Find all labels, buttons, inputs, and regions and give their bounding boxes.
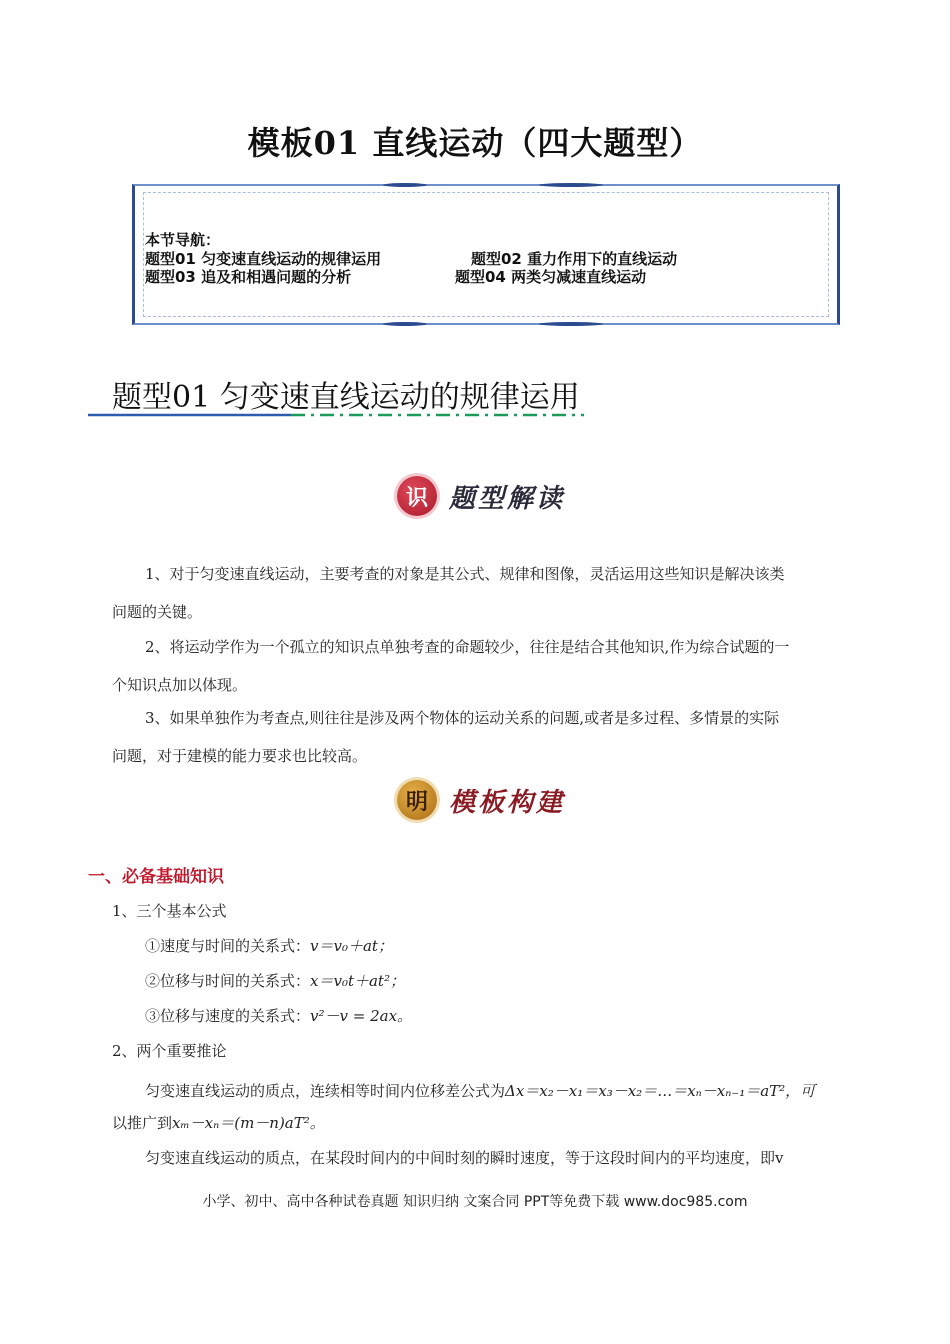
formula-displacement-velocity-label: ③位移与速度的关系式： — [145, 1007, 311, 1025]
inference-1-text: 匀变速直线运动的质点，连续相等时间内位移差公式为 — [145, 1082, 506, 1100]
interpret-para-3-line-2: 问题，对于建模的能力要求也比较高。 — [112, 747, 368, 765]
badge-interpret-circle: 识 — [397, 476, 437, 516]
badge-template-circle: 明 — [397, 780, 437, 820]
nav-item-type02[interactable]: 题型02 重力作用下的直线运动 — [471, 250, 678, 268]
item-three-formulas: 1、三个基本公式 — [112, 902, 227, 920]
section-title: 题型01 匀变速直线运动的规律运用 — [112, 380, 580, 415]
nav-box-top-arc-right — [539, 183, 603, 187]
formula-displacement-time-expr: x＝v₀t＋at²； — [310, 972, 405, 990]
interpret-para-1-line-2: 问题的关键。 — [112, 603, 203, 621]
formula-displacement-velocity — [145, 1005, 412, 1026]
nav-box-bottom-arc-right — [539, 322, 603, 326]
formula-displacement-time — [145, 970, 405, 991]
inference-1-formula: Δx＝x₂－x₁＝x₃－x₂＝…＝xₙ－xₙ₋₁＝aT²，可 — [505, 1082, 816, 1100]
nav-box-top-arc-left — [383, 183, 427, 187]
interpret-para-3-line-1: 3、如果单独作为考查点,则往往是涉及两个物体的运动关系的问题,或者是多过程、多情景的实际 — [145, 709, 780, 727]
inference-1-line-2 — [112, 1112, 325, 1133]
formula-velocity-time-label: ①速度与时间的关系式： — [145, 937, 311, 955]
badge-template-text: 模板构建 — [449, 787, 566, 818]
inference-1-line-1 — [145, 1080, 815, 1101]
inference-1-extend-formula: xₘ－xₙ＝(m－n)aT²。 — [172, 1114, 325, 1132]
nav-item-type03[interactable]: 题型03 追及和相遇问题的分析 — [145, 268, 352, 286]
nav-item-type01[interactable]: 题型01 匀变速直线运动的规律运用 — [145, 250, 382, 268]
badge-question-interpretation — [397, 476, 565, 516]
document-title: 模板01 直线运动（四大题型） — [247, 124, 703, 162]
nav-item-type04[interactable]: 题型04 两类匀减速直线运动 — [455, 268, 647, 286]
item-two-inferences: 2、两个重要推论 — [112, 1042, 227, 1060]
section-navigation-box — [132, 184, 840, 325]
badge-interpret-text: 题型解读 — [449, 483, 566, 514]
interpret-para-2-line-1: 2、将运动学作为一个孤立的知识点单独考查的命题较少，往往是结合其他知识,作为综合试题的一 — [145, 638, 790, 656]
badge-template-construction — [397, 780, 565, 820]
formula-velocity-time-expr: v＝v₀＋at； — [310, 937, 393, 955]
nav-box-bottom-arc-left — [383, 322, 427, 326]
inference-2-line-1: 匀变速直线运动的质点，在某段时间内的中间时刻的瞬时速度，等于这段时间内的平均速度，即v — [145, 1149, 784, 1167]
inference-1-extend-text: 以推广到 — [112, 1114, 173, 1132]
basic-knowledge-heading: 一、必备基础知识 — [88, 867, 224, 887]
formula-displacement-velocity-expr: v²－v = 2ax。 — [310, 1007, 413, 1025]
section-title-underline — [86, 410, 586, 420]
page-footer: 小学、初中、高中各种试卷真题 知识归纳 文案合同 PPT等免费下载 www.doc985.com — [202, 1194, 748, 1210]
interpret-para-2-line-2: 个知识点加以体现。 — [112, 676, 248, 694]
formula-velocity-time — [145, 935, 393, 956]
nav-label: 本节导航： — [145, 231, 221, 249]
interpret-para-1-line-1: 1、对于匀变速直线运动，主要考查的对象是其公式、规律和图像，灵活运用这些知识是解决该类 — [145, 565, 785, 583]
formula-displacement-time-label: ②位移与时间的关系式： — [145, 972, 311, 990]
